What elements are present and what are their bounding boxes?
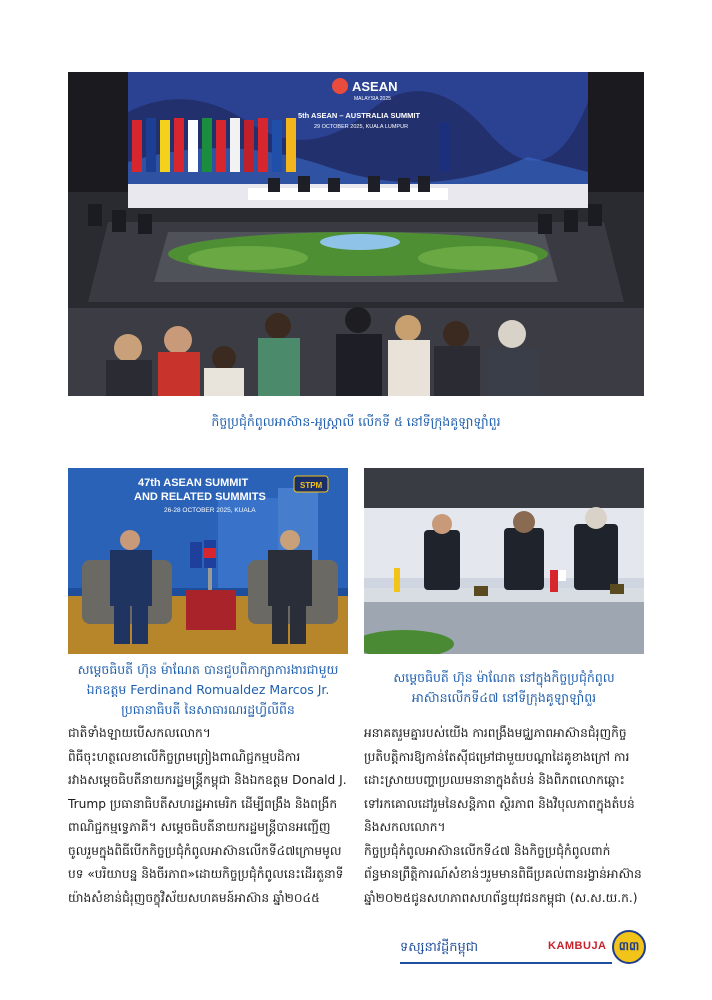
summit-title: 5th ASEAN – AUSTRALIA SUMMIT [298,111,421,120]
footer-rule [400,962,612,964]
summit-title-2: AND RELATED SUMMITS [134,491,266,503]
left-caption-line: ឯកឧត្តម Ferdinand Romualdez Marcos Jr. [86,682,330,697]
body-line: ជាតិទាំងឡាយបើសកលលោក។ [68,726,211,740]
body-line: បទ «បរិយាបន្ន និងចីរភាព»ដោយកិច្ចប្រជុំកំពូលនេះដើរតួនាទី [68,867,344,881]
summit-session-illustration [364,468,644,654]
summit-session-photo [364,468,644,654]
right-caption-line: សម្ដេចធិបតី ហ៊ុន ម៉ាណែត នៅក្នុងកិច្ចប្រជុំកំពូល [393,670,615,685]
magazine-name: ទស្សនាវដ្ដីកម្ពុជា [400,940,479,955]
body-column-right [364,722,646,910]
asean-logo-text: ASEAN [352,79,398,94]
summit-title-1: 47th ASEAN SUMMIT [138,477,249,489]
kambuja-wordmark: KAMBUJA [548,940,607,952]
body-column-left [68,722,350,910]
body-line: ប្រតិបត្តិការឱ្យកាន់តែស៊ីជម្រៅជាមួយបណ្ដាដៃគូខាងក្រៅ ការ [364,749,630,764]
summit-date-left: 26-28 OCTOBER 2025, KUALA [164,507,256,514]
summit-hall-illustration [68,72,644,396]
left-caption-line: ប្រធានាធិបតី នៃសាធារណរដ្ឋហ្វីលីពីន [121,702,295,717]
page-number-badge [612,930,646,964]
right-photo-caption [364,668,644,708]
body-line: យ៉ាងសំខាន់ជំរុញចក្ខុវិស័យសហគមន៍អាស៊ាន ឆ្នាំ២០៤៥ [68,890,320,905]
asean-logo-sub: MALAYSIA 2025 [354,96,391,102]
body-line: ដោះស្រាយបញ្ហាប្រឈមនានាក្នុងតំបន់ និងពិភពលោកឆ្ពោះ [364,773,625,787]
main-photo-caption: កិច្ចប្រជុំកំពូលអាស៊ាន-អូស្ត្រាលី លើកទី ៥ នៅទីក្រុងគូឡាឡាំពួរ [211,414,501,429]
page-footer [0,928,712,968]
stpm-badge: STPM [300,481,323,490]
body-line: ពាណិជ្ជកម្មទ្វេភាគី។ សម្ដេចធិបតីនាយករដ្ឋមន្ត្រីបានអញ្ជើញ [68,820,331,834]
bilateral-meeting-illustration [68,468,348,654]
left-photo-caption [68,660,348,720]
body-line: អនាគតរួមគ្នារបស់យើង ការពង្រឹងមជ្ឈភាពអាស៊ានជំរុញកិច្ច [364,726,627,740]
body-line: ព័ន្ធមានព្រឹត្តិការណ៍សំខាន់ៗរួមមានពិធីប្រគល់ពានរង្វាន់អាស៊ាន [364,867,642,881]
right-caption-line: អាស៊ានលើកទី៤៧ នៅទីក្រុងគូឡាឡាំពួរ [411,690,597,705]
left-caption-line: សម្ដេចធិបតី ហ៊ុន ម៉ាណែត បានជួបពិភាក្សាការងារជាមួយ [77,662,339,677]
body-line: ចូលរួមក្នុងពិធីបើកកិច្ចប្រជុំកំពូលអាស៊ានលើកទី៤៧ក្រោមមូល [68,843,342,858]
session-desk [364,588,644,602]
page-number: ៣៣ [618,939,640,953]
body-line: Trump ប្រធានាធិបតីសហរដ្ឋអាមេរិក ដើម្បីពង្រឹង និងពង្រីក [68,796,338,811]
body-line: ទៅរកគោលដៅរួមនៃសន្តិភាព ស្ថិរភាព និងវិបុលភាពក្នុងតំបន់ [364,796,635,811]
body-line: ឆ្នាំ២០២៥ជូនសហភាពសហព័ន្ធយុវជនកម្ពុជា (ស.ស.យ.ក.) [364,890,638,905]
summit-date: 29 OCTOBER 2025, KUALA LUMPUR [314,124,409,130]
body-line: ពិធីចុះហត្ថលេខាលើកិច្ចព្រមព្រៀងពាណិជ្ជកម្មបដិការ [68,749,301,764]
body-line: កិច្ចប្រជុំកំពូលអាស៊ានលើកទី៤៧ និងកិច្ចប្រជុំកំពូលពាក់ [364,843,611,858]
body-line: រវាងសម្ដេចធិបតីនាយករដ្ឋមន្ត្រីកម្ពុជា និងឯកឧត្តម Donald J. [68,773,347,787]
body-line: និងសកលលោក។ [364,820,446,834]
summit-hall-photo [68,72,644,396]
bilateral-meeting-photo [68,468,348,654]
